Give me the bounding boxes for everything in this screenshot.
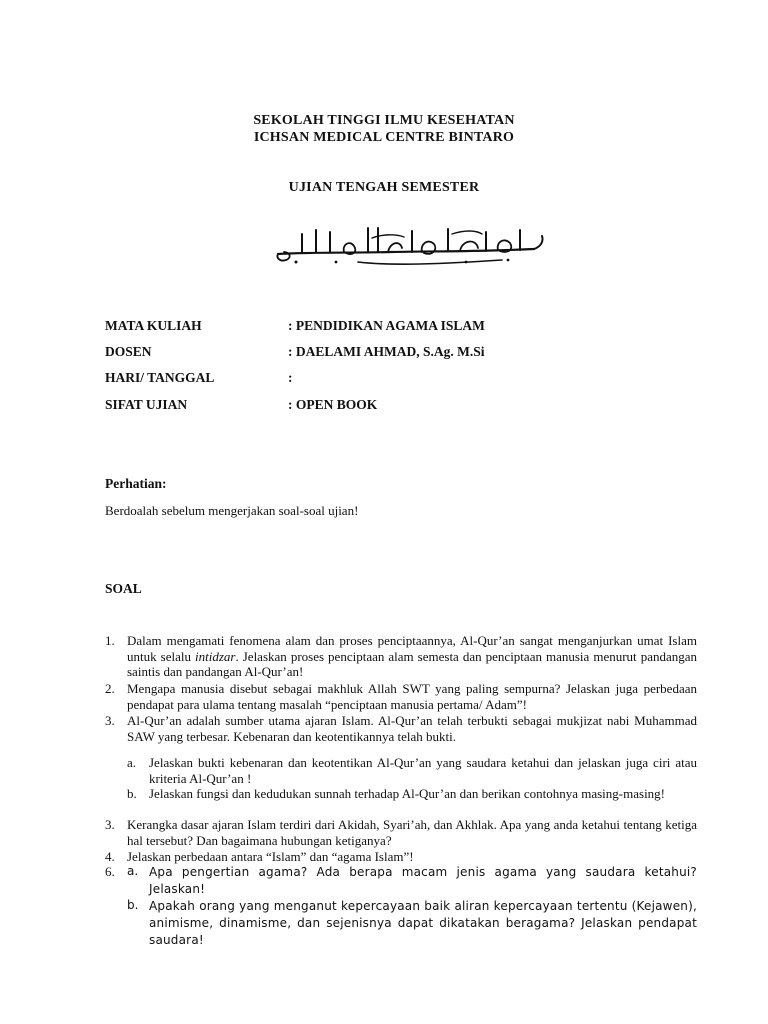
italic-term: intidzar [195,648,236,664]
soal-heading: SOAL [105,581,142,596]
sub-question-text: Jelaskan fungsi dan kedudukan sunnah terhadap Al-Qur’an dan berikan contohnya masing-masing! [149,786,666,801]
exam-title: UJIAN TENGAH SEMESTER [288,180,480,195]
sub-question-letter: a. [127,864,139,878]
sub-question-text: Jelaskan bukti kebenaran dan keotentikan Al-Qur’an yang saudara ketahui dan jelaskan juga ciri atau kriteria Al-Qur’an ! [149,755,697,786]
question-text: Kerangka dasar ajaran Islam terdiri dari Akidah, Syari’ah, dan Akhlak. Apa yang anda ketahui tentang ketiga hal tersebut? Dan bagaimana hubungan ketiganya? [127,817,697,848]
question-text: Mengapa manusia disebut sebagai makhluk Allah SWT yang paling sempurna? Jelaskan juga perbedaan pendapat para ulama tentang masalah “penciptaan manusia pertama/ Adam”! [127,681,697,712]
info-label: HARI/ TANGGAL [105,370,215,385]
question-number: 3. [105,817,115,832]
question-text: Dalam mengamati fenomena alam dan proses penciptaannya, Al-Qur’an sangat menganjurkan umat Islam untuk selalu intidzar. Jelaskan proses penciptaan alam semesta dan penciptaan manusia menurut pandangan saintis dan pandangan Al-Qur’an! [127,633,697,679]
question-number: 3. [105,713,115,728]
perhatian-text: Berdoalah sebelum mengerjakan soal-soal ujian! [105,503,359,518]
info-value: : [288,370,293,385]
institution-name-line1: SEKOLAH TINGGI ILMU KESEHATAN [253,113,515,128]
sub-question-letter: b. [127,786,137,801]
question-text: Jelaskan perbedaan antara “Islam” dan “agama Islam”! [127,849,414,864]
question-number: 4. [105,849,115,864]
info-value: : PENDIDIKAN AGAMA ISLAM [288,318,485,333]
sub-question-letter: a. [127,755,137,770]
perhatian-heading: Perhatian: [105,476,167,491]
sub-question-letter: b. [127,898,139,912]
question-number: 1. [105,633,115,648]
institution-name-line2: ICHSAN MEDICAL CENTRE BINTARO [253,130,515,145]
question-text: Al-Qur’an adalah sumber utama ajaran Islam. Al-Qur’an telah terbukti sebagai mukjizat nabi Muhammad SAW yang terbesar. Kebenaran dan keotentikannya telah bukti. [127,713,697,744]
bismillah-calligraphy [272,222,552,268]
sub-question-text: Apakah orang yang menganut kepercayaan baik aliran kepercayaan tertentu (Kejawen), animisme, dinamisme, dan sejenisnya dapat dikatakan beragama? Jelaskan pendapat saudara! [149,899,697,947]
info-value: : DAELAMI AHMAD, S.Ag. M.Si [288,344,485,359]
question-number: 2. [105,681,115,696]
info-label: DOSEN [105,344,152,359]
sub-question-text: Apa pengertian agama? Ada berapa macam jenis agama yang saudara ketahui? Jelaskan! [149,865,697,896]
question-number: 6. [105,864,115,879]
info-label: MATA KULIAH [105,318,202,333]
info-label: SIFAT UJIAN [105,397,188,412]
info-value: : OPEN BOOK [288,397,378,412]
